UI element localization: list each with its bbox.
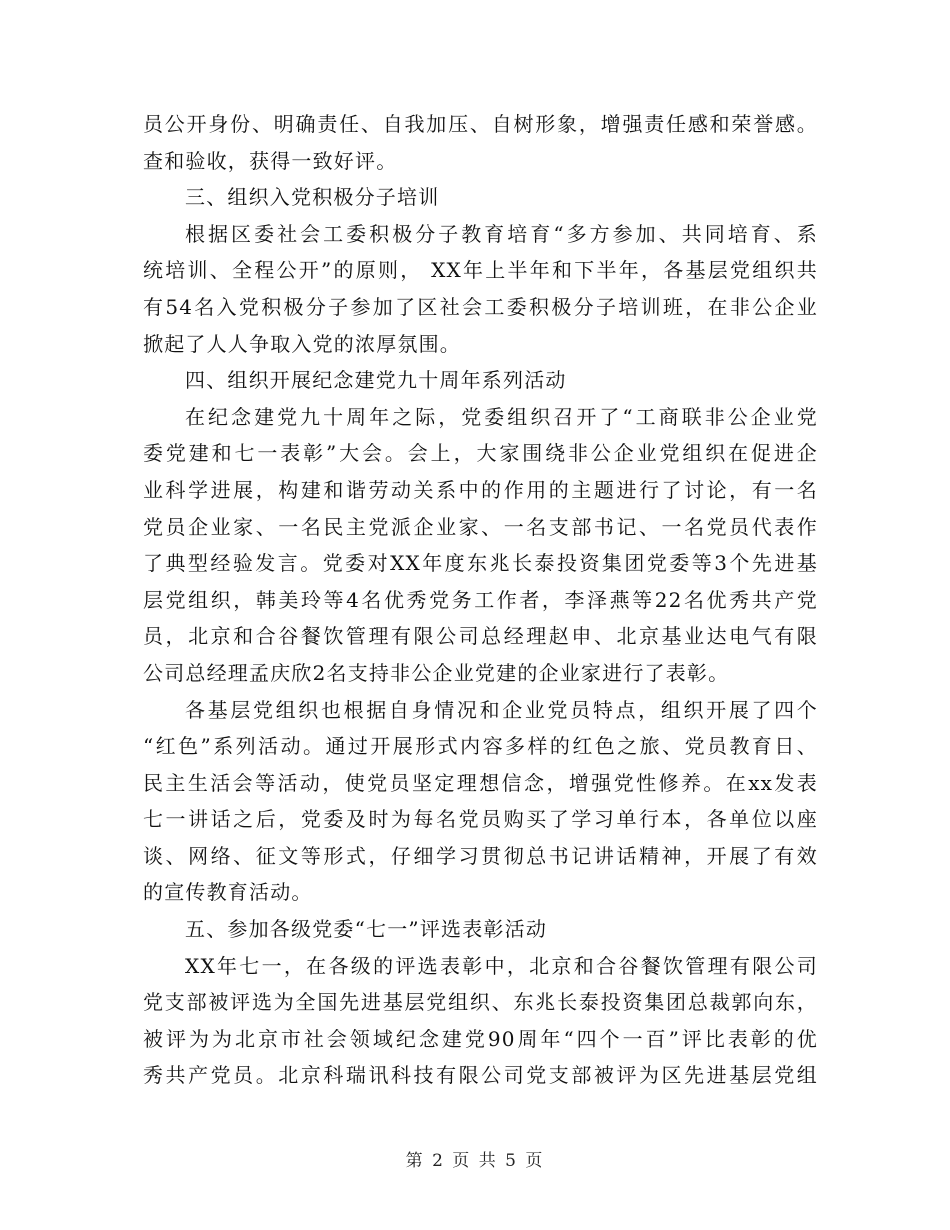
text-line: XX年七一，在各级的评选表彰中，北京和合谷餐饮管理有限公司	[185, 953, 818, 978]
text-line: 的宣传教育活动。	[143, 880, 313, 905]
text-line: 业科学进展，构建和谐劳动关系中的作用的主题进行了讨论，有一名	[143, 477, 818, 502]
text-line: “红色”系列活动。通过开展形式内容多样的红色之旅、党员教育日、	[143, 734, 818, 759]
text-line: 员公开身份、明确责任、自我加压、自树形象，增强责任感和荣誉感。	[143, 112, 818, 136]
text-line: 掀起了人人争取入党的浓厚氛围。	[143, 331, 461, 356]
text-line: 查和验收，获得一致好评。	[143, 148, 398, 173]
text-line: 秀共产党员。北京科瑞讯科技有限公司党支部被评为区先进基层党组	[143, 1063, 818, 1088]
text-line: 党支部被评选为全国先进基层党组织、东兆长泰投资集团总裁郭向东，	[143, 990, 818, 1015]
text-line: 五、参加各级党委“七一”评选表彰活动	[185, 917, 548, 942]
text-line: 民主生活会等活动，使党员坚定理想信念，增强党性修养。在xx发表	[143, 770, 818, 795]
text-line: 公司总经理孟庆欣2名支持非公企业党建的企业家进行了表彰。	[143, 660, 730, 685]
text-line: 层党组织，韩美玲等4名优秀党务工作者，李泽燕等22名优秀共产党	[143, 587, 818, 612]
text-line: 了典型经验发言。党委对XX年度东兆长泰投资集团党委等3个先进基	[143, 551, 818, 576]
text-line: 统培训、全程公开”的原则， XX年上半年和下半年，各基层党组织共	[143, 258, 818, 283]
text-line: 谈、网络、征文等形式，仔细学习贯彻总书记讲话精神，开展了有效	[143, 843, 818, 868]
text-line: 在纪念建党九十周年之际，党委组织召开了“工商联非公企业党	[185, 404, 818, 429]
page-number-label: 第 2 页 共 5 页	[405, 1151, 545, 1171]
text-line: 四、组织开展纪念建党九十周年系列活动	[185, 368, 567, 393]
text-line: 员，北京和合谷餐饮管理有限公司总经理赵申、北京基业达电气有限	[143, 624, 818, 649]
text-line: 三、组织入党积极分子培训	[185, 185, 440, 210]
text-line: 各基层党组织也根据自身情况和企业党员特点，组织开展了四个	[185, 697, 818, 722]
text-line: 委党建和七一表彰”大会。会上，大家围绕非公企业党组织在促进企	[143, 441, 818, 466]
text-line: 党员企业家、一名民主党派企业家、一名支部书记、一名党员代表作	[143, 514, 818, 539]
text-line: 根据区委社会工委积极分子教育培育“多方参加、共同培育、系	[185, 221, 818, 246]
text-line: 被评为为北京市社会领域纪念建党90周年“四个一百”评比表彰的优	[143, 1026, 818, 1051]
text-line: 七一讲话之后，党委及时为每名党员购买了学习单行本，各单位以座	[143, 807, 818, 832]
text-line: 有54名入党积极分子参加了区社会工委积极分子培训班，在非公企业	[143, 294, 818, 319]
page-footer	[0, 1146, 950, 1171]
document-body	[143, 106, 818, 1094]
